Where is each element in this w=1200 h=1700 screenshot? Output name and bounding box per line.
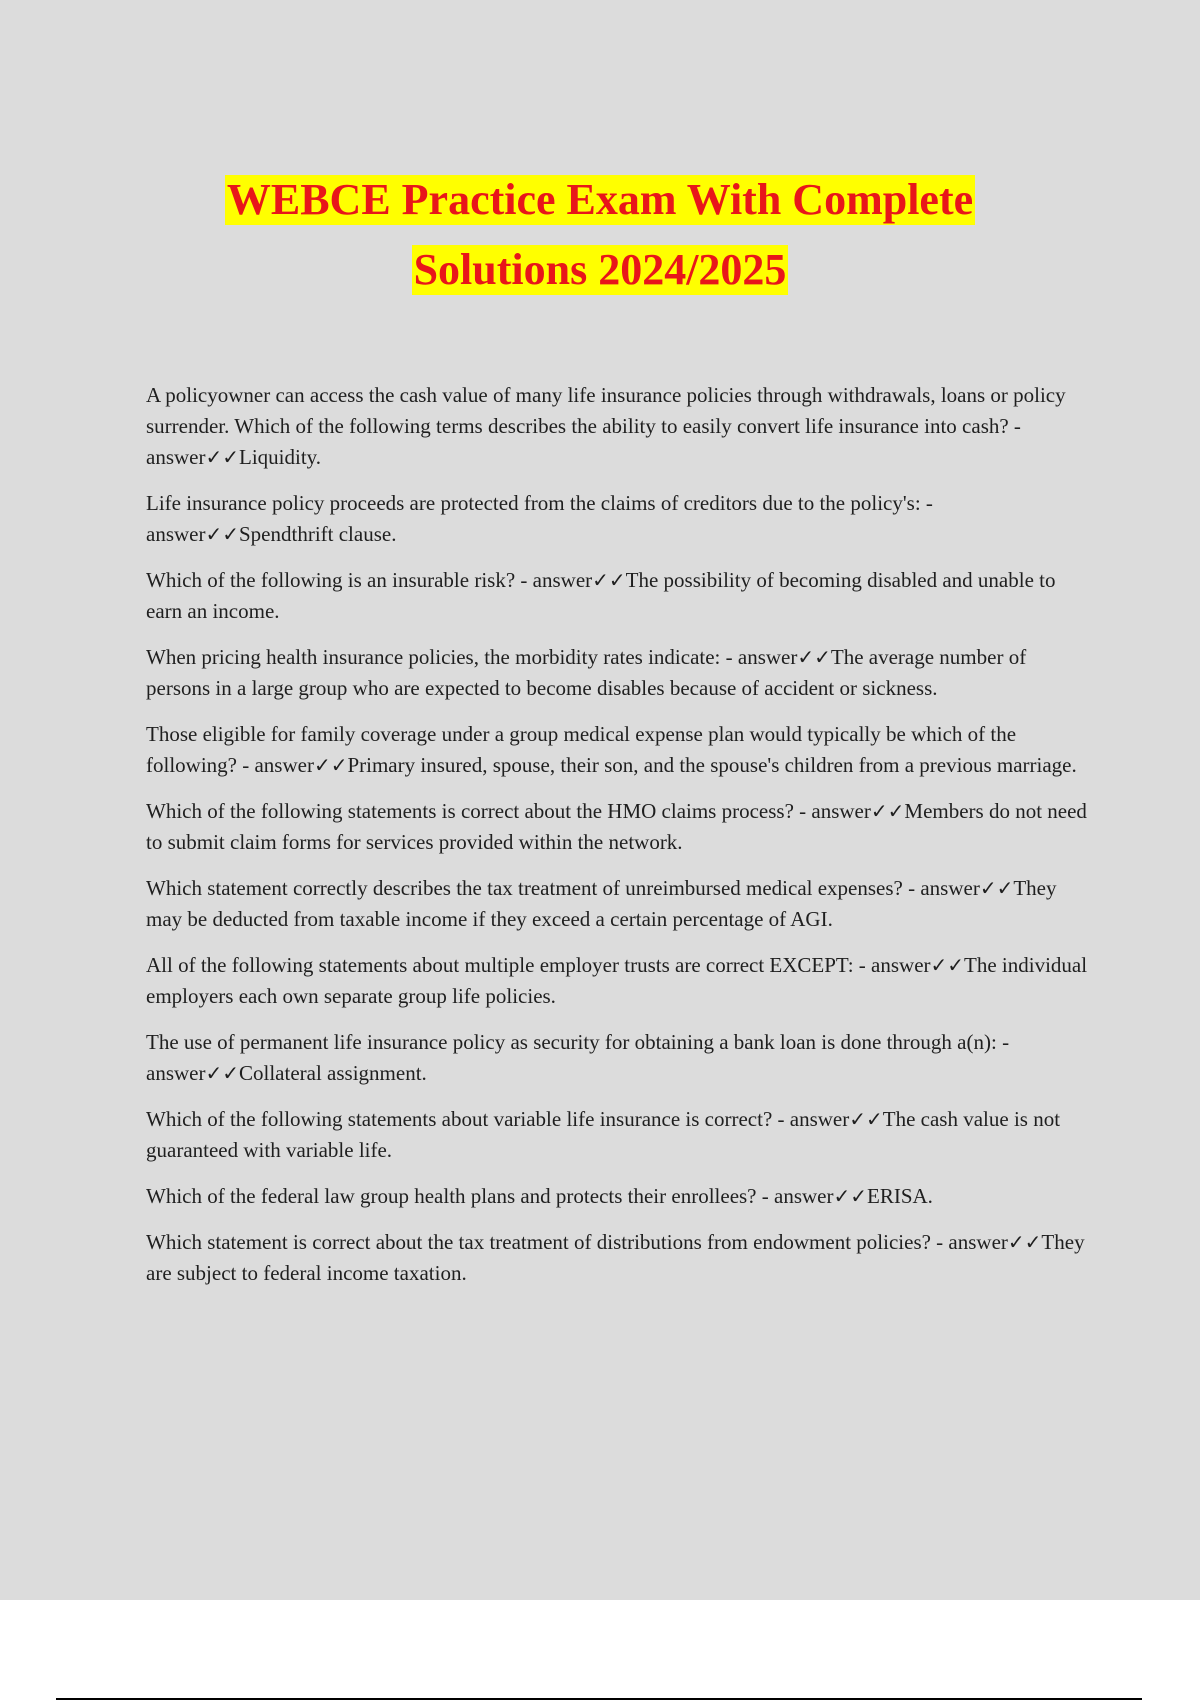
question-text: Life insurance policy proceeds are protected from the claims of creditors due to the policy's: - answer: [146, 491, 933, 546]
qa-item: [146, 1227, 1091, 1289]
qa-item: [146, 488, 1091, 550]
answer-text: Collateral assignment.: [239, 1061, 427, 1085]
check-marks: ✓✓: [833, 1184, 867, 1208]
answer-text: The possibility of becoming disabled and unable to earn an income.: [146, 568, 1056, 623]
qa-item: [146, 719, 1091, 781]
answer-text: They are subject to federal income taxation.: [146, 1230, 1085, 1285]
check-marks: ✓✓: [205, 1061, 239, 1085]
question-text: Which statement is correct about the tax treatment of distributions from endowment policies? - answer: [146, 1230, 1008, 1254]
answer-text: They may be deducted from taxable income if they exceed a certain percentage of AGI.: [146, 876, 1057, 931]
qa-item: [146, 1104, 1091, 1166]
question-text: A policyowner can access the cash value of many life insurance policies through withdrawals, loans or policy surrender. Which of the following terms describes the ability to easily convert life insurance into cash? - answer: [146, 383, 1066, 469]
question-text: Which of the following statements is correct about the HMO claims process? - answer: [146, 799, 871, 823]
check-marks: ✓✓: [930, 953, 965, 977]
question-text: Which of the following is an insurable risk? - answer: [146, 568, 593, 592]
check-marks: ✓✓: [797, 645, 831, 669]
qa-item: [146, 642, 1091, 704]
check-marks: ✓✓: [849, 1107, 883, 1131]
answer-text: Primary insured, spouse, their son, and the spouse's children from a previous marriage.: [347, 753, 1077, 777]
question-text: The use of permanent life insurance policy as security for obtaining a bank loan is done through a(n): - answer: [146, 1030, 1010, 1085]
question-text: Which of the following statements about variable life insurance is correct? - answer: [146, 1107, 850, 1131]
title-line-2: Solutions 2024/2025: [413, 245, 787, 294]
qa-item: [146, 1181, 1091, 1212]
qa-item: [146, 1027, 1091, 1089]
check-marks: ✓✓: [592, 568, 626, 592]
answer-text: Members do not need to submit claim forms for services provided within the network.: [146, 799, 1087, 854]
answer-text: Spendthrift clause.: [239, 522, 397, 546]
title-line-1: WEBCE Practice Exam With Complete: [226, 175, 974, 224]
qa-item: [146, 565, 1091, 627]
qa-item: [146, 380, 1091, 473]
qa-item: [146, 873, 1091, 935]
question-text: Which statement correctly describes the tax treatment of unreimbursed medical expenses? - answer: [146, 876, 980, 900]
answer-text: ERISA.: [867, 1184, 933, 1208]
answer-text: The average number of persons in a large group who are expected to become disables because of accident or sickness.: [146, 645, 1027, 700]
qa-item: [146, 796, 1091, 858]
question-text: All of the following statements about multiple employer trusts are correct EXCEPT: - answer: [146, 953, 931, 977]
answer-text: The cash value is not guaranteed with variable life.: [146, 1107, 1061, 1162]
check-marks: ✓✓: [205, 445, 239, 469]
qa-list: [146, 380, 1091, 1304]
question-text: Those eligible for family coverage under a group medical expense plan would typically be which of the following? - answer: [146, 722, 1017, 777]
check-marks: ✓✓: [205, 522, 239, 546]
document-title: [0, 170, 1200, 310]
question-text: When pricing health insurance policies, the morbidity rates indicate: - answer: [146, 645, 798, 669]
answer-text: The individual employers each own separate group life policies.: [146, 953, 1088, 1008]
qa-item: [146, 950, 1091, 1012]
question-text: Which of the federal law group health plans and protects their enrollees? - answer: [146, 1184, 834, 1208]
check-marks: ✓✓: [870, 799, 905, 823]
check-marks: ✓✓: [979, 876, 1014, 900]
check-marks: ✓✓: [1007, 1230, 1042, 1254]
check-marks: ✓✓: [313, 753, 348, 777]
answer-text: Liquidity.: [239, 445, 322, 469]
